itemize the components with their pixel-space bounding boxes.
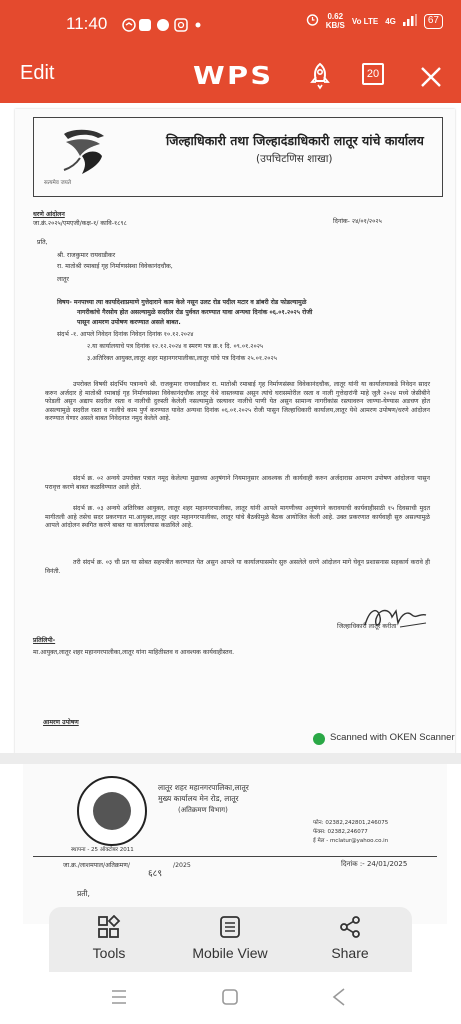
reference-2: २.या कार्यालयाचे पत्र दिनांक १२.१२.२०२४ व स्मरण पत्र क्र.१ दि. ०९.०१.२०२५ (87, 343, 264, 350)
to-label: प्रति, (37, 239, 48, 246)
subject-line-1: विषय- मनपाच्या त्या कार्यादेशाप्रमाणे गुत्तेदाराने काम केले नसून उलट रोड पदील मटार व डांबरी रोड फोडल्यामुळे (57, 299, 307, 306)
org-address: मुख्य कार्यालय मेन रोड, लातूर (158, 794, 239, 803)
addressee-address: रा. मातोश्री रमाबाई गृह निर्माणसंस्था विवेकानंदचौक, (57, 263, 173, 270)
notification-icons-svg (122, 18, 217, 32)
established-date: स्थापना - 25 ऑक्टोबर 2011 (71, 847, 134, 853)
body-paragraph-3: संदर्भ क्र. ०३ अन्वये अतिरिक्त आयुक्त, लातूर शहर महानगरपालीका, लातूर यांनी आपले मागणीच्या अनुषंगाने करावयाची कार्यवाहीसाठी १५ दिवसाची मुदत मागीतली आहे तसेच सदर प्रकरणात मा.आयुक्त,लातूर शहर महानगरपालीका, लातूर यांचे बैठकीमुळे बैठक आयोजित केली आहे. उक्त प्रकरणात कार्यवाही सुरु असल्यामुळे आपले आंदोलन स्थगित करणे बाबत या कार्यालयास कळविले आहे. (45, 505, 430, 530)
office-title: जिल्हाधिकारी तथा जिल्हादंडाधिकारी लातूर यांचे कार्यालय (166, 133, 424, 148)
status-time: 11:40 (66, 14, 108, 33)
volte-indicator: Vo LTE (351, 16, 379, 26)
home-icon[interactable] (219, 986, 245, 1008)
mobile-view-label: Mobile View (192, 945, 268, 961)
org-department: (अतिक्रमण विभाग) (178, 806, 228, 814)
org-name: लातूर शहर महानगरपालिका,लातूर (158, 783, 249, 792)
emblem-caption: सत्यमेव जयते (44, 180, 72, 186)
edit-button[interactable]: Edit (20, 62, 55, 84)
copy-heading: प्रतिलिपी- (33, 637, 56, 644)
subject-line-3: पासून आमरण उपोषण करण्यात असले बाबत. (77, 319, 181, 326)
p2-date: दिनांक :- 24/01/2025 (341, 860, 408, 868)
recent-apps-icon[interactable] (108, 986, 134, 1008)
body-paragraph-2: संदर्भ क्र. ०२ अन्वये उपरोक्त पत्रात नमूद केलेल्या मुद्याच्या अनुषंगाने नियमानुसार आवश्यक ती कार्यवाही करुन अर्जदारास आमरण उपोषण आंदोलना पासुन परावृत्त करणे बाबत कळविण्यात आले होते. (45, 475, 430, 491)
page-separator (0, 753, 461, 764)
reference-1: संदर्भ -१. आपले निवेदन दिनांक निवेदन दिनांक १०.१२.२०२४ (57, 331, 194, 338)
signatory-label: जिल्हाधिकारी लातूर करीता (337, 623, 397, 630)
alarm-icon (306, 13, 319, 29)
mobile-view-button[interactable] (175, 907, 285, 972)
notification-icons (122, 18, 217, 36)
letterhead-divider (33, 856, 437, 857)
subject-heading: धरणे आंदोलन (33, 211, 65, 218)
tools-label: Tools (92, 945, 126, 961)
status-bar (0, 0, 461, 48)
document-page-1 (15, 109, 455, 754)
addressee-name: श्री. राजकुमार रायवाडीकर (57, 252, 116, 259)
reference-3: ३.अतिरिक्त आयुक्त,लातूर शहर महानगरपालीका,लातूर यांचे पत्र दिनांक २५.०१.२०२५ (87, 355, 277, 362)
copy-text: मा.आयुक्त,लातूर शहर महानगरपालीका,लातूर यांना माहितीस्तव व आवश्यक कार्यवाहीस्तव. (33, 649, 235, 656)
p2-ref-year: /2025 (173, 862, 191, 869)
org-fax: फॅक्स: 02382,246077 (313, 829, 368, 835)
app-bar (0, 48, 461, 103)
tools-icon (97, 915, 121, 939)
scanned-watermark: Scanned with OKEN Scanner (330, 732, 455, 743)
p2-ref-number: जा.क्र./लाशमपाल/अतिक्रमण/ (63, 862, 130, 869)
p2-to-label: प्रती, (77, 889, 90, 898)
system-nav-bar (0, 972, 461, 1024)
mobile-view-icon (218, 915, 242, 939)
p2-handwritten-number: ६८९ (148, 869, 163, 879)
status-right-group (306, 12, 443, 30)
body-paragraph-4: तरी संदर्भ क्र. ०३ ची प्रत या सोबत सहपत्रीत करण्यात येत असुन आपले या कार्यालयासमोर सुरु असलेले धरणे आंदोलन मागे घेवून प्रशासनास सहकार्य करावे ही विनंती. (45, 559, 430, 575)
page-count-button[interactable]: 20 (362, 63, 384, 85)
signal-indicator: 4G (385, 16, 396, 26)
org-email: ई मेल - mclatur@yahoo.co.in (313, 838, 389, 844)
org-phone: फोन: 02382,242801,246075 (313, 820, 389, 826)
battery-indicator: 67 (424, 14, 443, 29)
scanner-logo-icon (313, 733, 325, 745)
close-icon[interactable] (419, 59, 443, 96)
reference-number: जा.क्रं.२०२५/एमएजी/कक्ष-१/ कावि-१८९८ (33, 220, 127, 227)
share-button[interactable] (295, 907, 405, 972)
signal-bars-icon (403, 14, 417, 29)
footer-label: आमरण उपोषण (43, 719, 79, 726)
wps-logo: WPS (193, 61, 274, 90)
municipal-seal-icon (77, 776, 147, 846)
addressee-city: लातूर (57, 276, 69, 283)
office-subtitle: (उपचिटणिस शाखा) (256, 153, 333, 165)
subject-line-2: नागरीकांचे गैरसोय होत असल्यामुळे सदरील रोड पुर्ववत करण्यात यावा अन्यथा दिनांक ०६.०१.२०२५ रोजी (77, 309, 313, 316)
back-icon[interactable] (328, 986, 354, 1008)
emblem-icon (42, 126, 127, 184)
letterhead (33, 117, 443, 197)
letter-date: दिनांक- २४/०१/२०२५ (333, 218, 382, 225)
rocket-icon[interactable] (307, 62, 333, 90)
document-page-2 (23, 764, 447, 924)
bottom-toolbar (49, 907, 412, 972)
net-speed: 0.62 KB/S (325, 12, 345, 30)
share-label: Share (331, 945, 369, 961)
body-paragraph-1: उपरोक्त विषयी संदर्भिय पत्रान्वये श्री. राजकुमार रायवाडीकर रा. मातोश्री रमाबाई गृह निर्माणसंस्था विवेकानंदचौक, लातूर यांनी या कार्यालयाकडे निवेदन सादर करुन अर्जदार हे मातोश्री रमाबाई गृह निर्माणसंस्था विवेकानंदचौक लातूर येथे वास्तव्यास असुन त्यांचे घरासमोरील रस्ता व नाली गुत्तेदारांनी माहे जुलै २०२४ मध्ये जेसीबीने फोडली असुन अद्याप सदरील रस्ता व नालीची दुरुस्ती केलेली नसल्यामुळे रस्त्यावर नालीचे पाणी येत असुन सामान्य नागरीकांस रस्त्यावरुन जाण्या-येण्यास अडचण होत असल्यामुळे सदरील रस्ता व नालीचे काम पुर्ण करण्यात यावेत अन्यथा दिनांक ०६.०१.२०२५ रोजी पासुन जिल्हाधिकारी कार्यालय,लातूर येथे आमरण उपोषण/धरणे आंदोलन करण्यात येणार असले बाबत निवेदनात नमुद केलेले आहे. (45, 381, 430, 423)
tools-button[interactable] (54, 907, 164, 972)
share-icon (338, 915, 362, 939)
document-viewer[interactable] (0, 103, 461, 753)
